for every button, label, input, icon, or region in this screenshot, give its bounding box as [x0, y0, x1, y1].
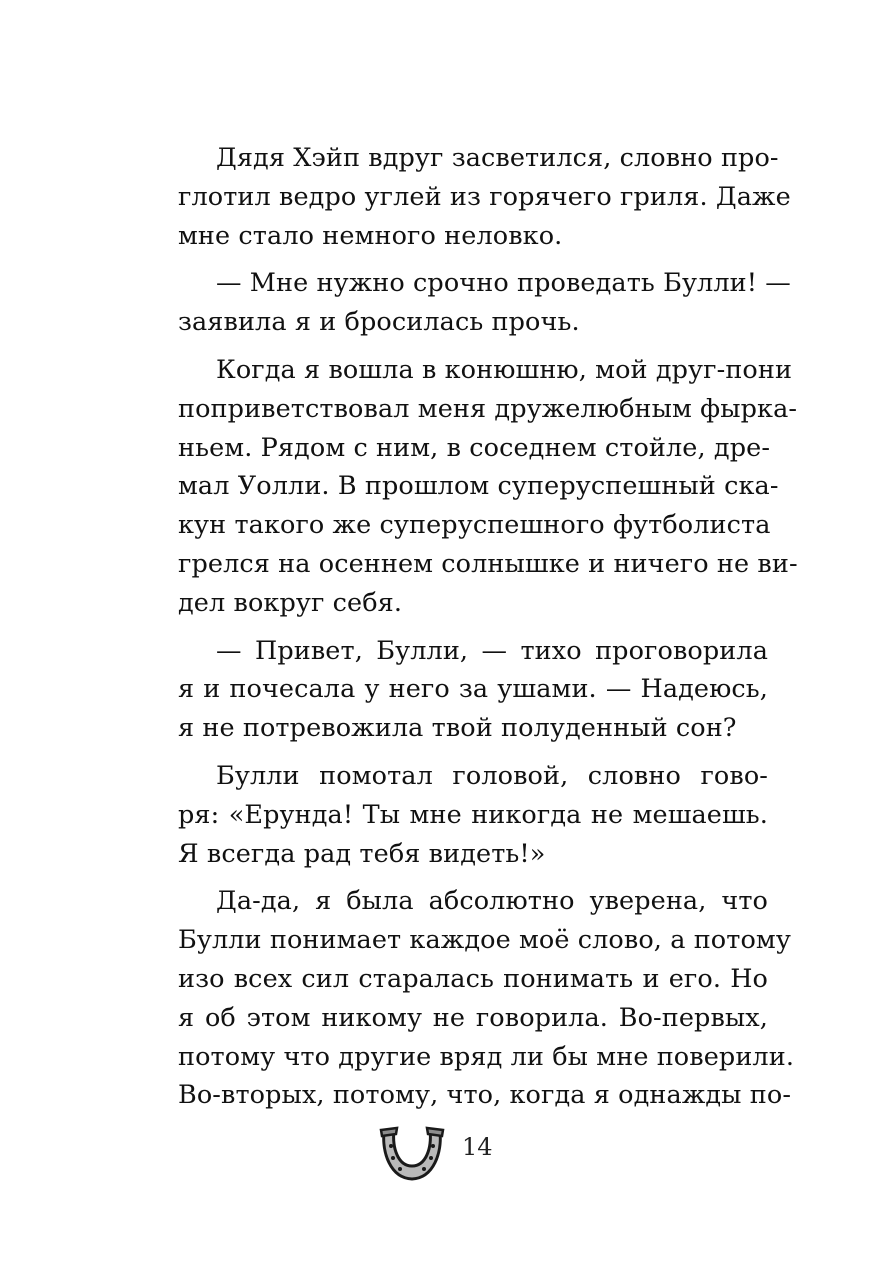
text-line: Булли понимает каждое моё слово, а потому [178, 925, 791, 956]
paragraph-3 [178, 351, 798, 623]
text-line: я и почесала у него за ушами. — Надеюсь, [178, 674, 768, 705]
text-line: кун такого же суперуспешного футболиста [178, 510, 771, 541]
text-line: Булли помотал головой, словно гово- [216, 760, 768, 791]
text-line: я об этом никому не говорила. Во-первых, [178, 1002, 768, 1033]
text-line: мне стало немного неловко. [178, 220, 563, 251]
horseshoe-icon [378, 1122, 446, 1184]
text-line: дел вокруг себя. [178, 587, 403, 618]
text-line: потому что другие вряд ли бы мне поверили. [178, 1041, 795, 1072]
paragraph-4 [178, 632, 768, 748]
text-line: заявила я и бросилась прочь. [178, 307, 580, 338]
text-line: изо всех сил старалась понимать и его. Но [178, 963, 768, 994]
text-line: ньем. Рядом с ним, в соседнем стойле, дре- [178, 432, 771, 463]
text-line: — Мне нужно срочно проведать Булли! — [216, 268, 791, 299]
text-line: поприветствовал меня дружелюбным фырка- [178, 393, 798, 424]
page-number: 14 [462, 1133, 493, 1161]
paragraph-5 [178, 757, 768, 873]
text-line: Во-вторых, потому, что, когда я однажды по- [178, 1080, 792, 1111]
paragraph-2 [178, 264, 791, 342]
text-line: — Привет, Булли, — тихо проговорила [216, 635, 768, 666]
paragraph-6 [178, 882, 795, 1115]
text-line: ря: «Ерунда! Ты мне никогда не мешаешь. [178, 799, 768, 830]
page-body [178, 139, 798, 1124]
text-line: глотил ведро углей из горячего гриля. Даже [178, 181, 791, 212]
text-line: Я всегда рад тебя видеть!» [178, 838, 546, 869]
text-line: мал Уолли. В прошлом суперуспешный ска- [178, 471, 779, 502]
paragraph-1 [178, 139, 791, 255]
text-line: Когда я вошла в конюшню, мой друг-пони [216, 354, 793, 385]
text-line: Да-да, я была абсолютно уверена, что [216, 886, 768, 917]
text-line: Дядя Хэйп вдруг засветился, словно про- [216, 143, 779, 173]
text-line: грелся на осеннем солнышке и ничего не ви- [178, 548, 798, 579]
text-line: я не потревожила твой полуденный сон? [178, 713, 737, 744]
page-footer [0, 1120, 886, 1190]
